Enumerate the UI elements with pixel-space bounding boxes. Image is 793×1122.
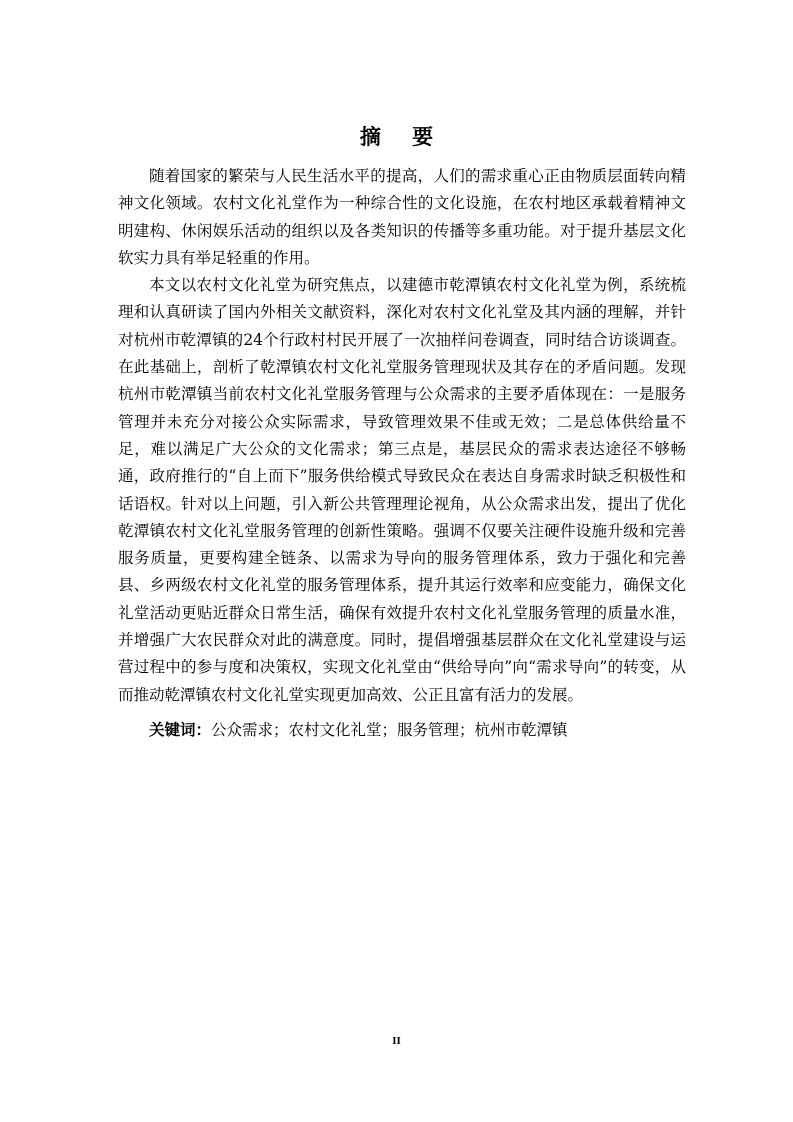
- abstract-title: 摘 要: [359, 124, 446, 149]
- keywords-list: 公众需求；农村文化礼堂；服务管理；杭州市乾潭镇: [211, 720, 568, 739]
- keywords-line: [118, 716, 686, 744]
- keywords-label: 关键词：: [149, 719, 212, 739]
- page-number: II: [392, 1035, 401, 1047]
- abstract-body: [118, 163, 686, 744]
- abstract-paragraph-2: 本文以农村文化礼堂为研究焦点，以建德市乾潭镇农村文化礼堂为例，系统梳理和认真研读了国内外相关文献资料，深化对农村文化礼堂及其内涵的理解，并针对杭州市乾潭镇的24个行政村村民开展了一次抽样问卷调查，同时结合访谈调查。在此基础上，剖析了乾潭镇农村文化礼堂服务管理现状及其存在的矛盾问题。发现杭州市乾潭镇当前农村文化礼堂服务管理与公众需求的主要矛盾体现在：一是服务管理并未充分对接公众实际需求，导致管理效果不佳或无效；二是总体供给量不足，难以满足广大公众的文化需求；第三点是，基层民众的需求表达途径不够畅通，政府推行的“自上而下”服务供给模式导致民众在表达自身需求时缺乏积极性和话语权。针对以上问题，引入新公共管理理论视角，从公众需求出发，提出了优化乾潭镇农村文化礼堂服务管理的创新性策略。强调不仅要关注硬件设施升级和完善服务质量，更要构建全链条、以需求为导向的服务管理体系，致力于强化和完善县、乡两级农村文化礼堂的服务管理体系，提升其运行效率和应变能力，确保文化礼堂活动更贴近群众日常生活，确保有效提升农村文化礼堂服务管理的质量水准，并增强广大农民群众对此的满意度。同时，提倡增强基层群众在文化礼堂建设与运营过程中的参与度和决策权，实现文化礼堂由“供给导向”向“需求导向”的转变，从而推动乾潭镇农村文化礼堂实现更加高效、公正且富有活力的发展。: [118, 276, 686, 704]
- abstract-paragraph-1: 随着国家的繁荣与人民生活水平的提高，人们的需求重心正由物质层面转向精神文化领域。农村文化礼堂作为一种综合性的文化设施，在农村地区承载着精神文明建构、休闲娱乐活动的组织以及各类知识的传播等多重功能。对于提升基层文化软实力具有举足轻重的作用。: [118, 167, 686, 267]
